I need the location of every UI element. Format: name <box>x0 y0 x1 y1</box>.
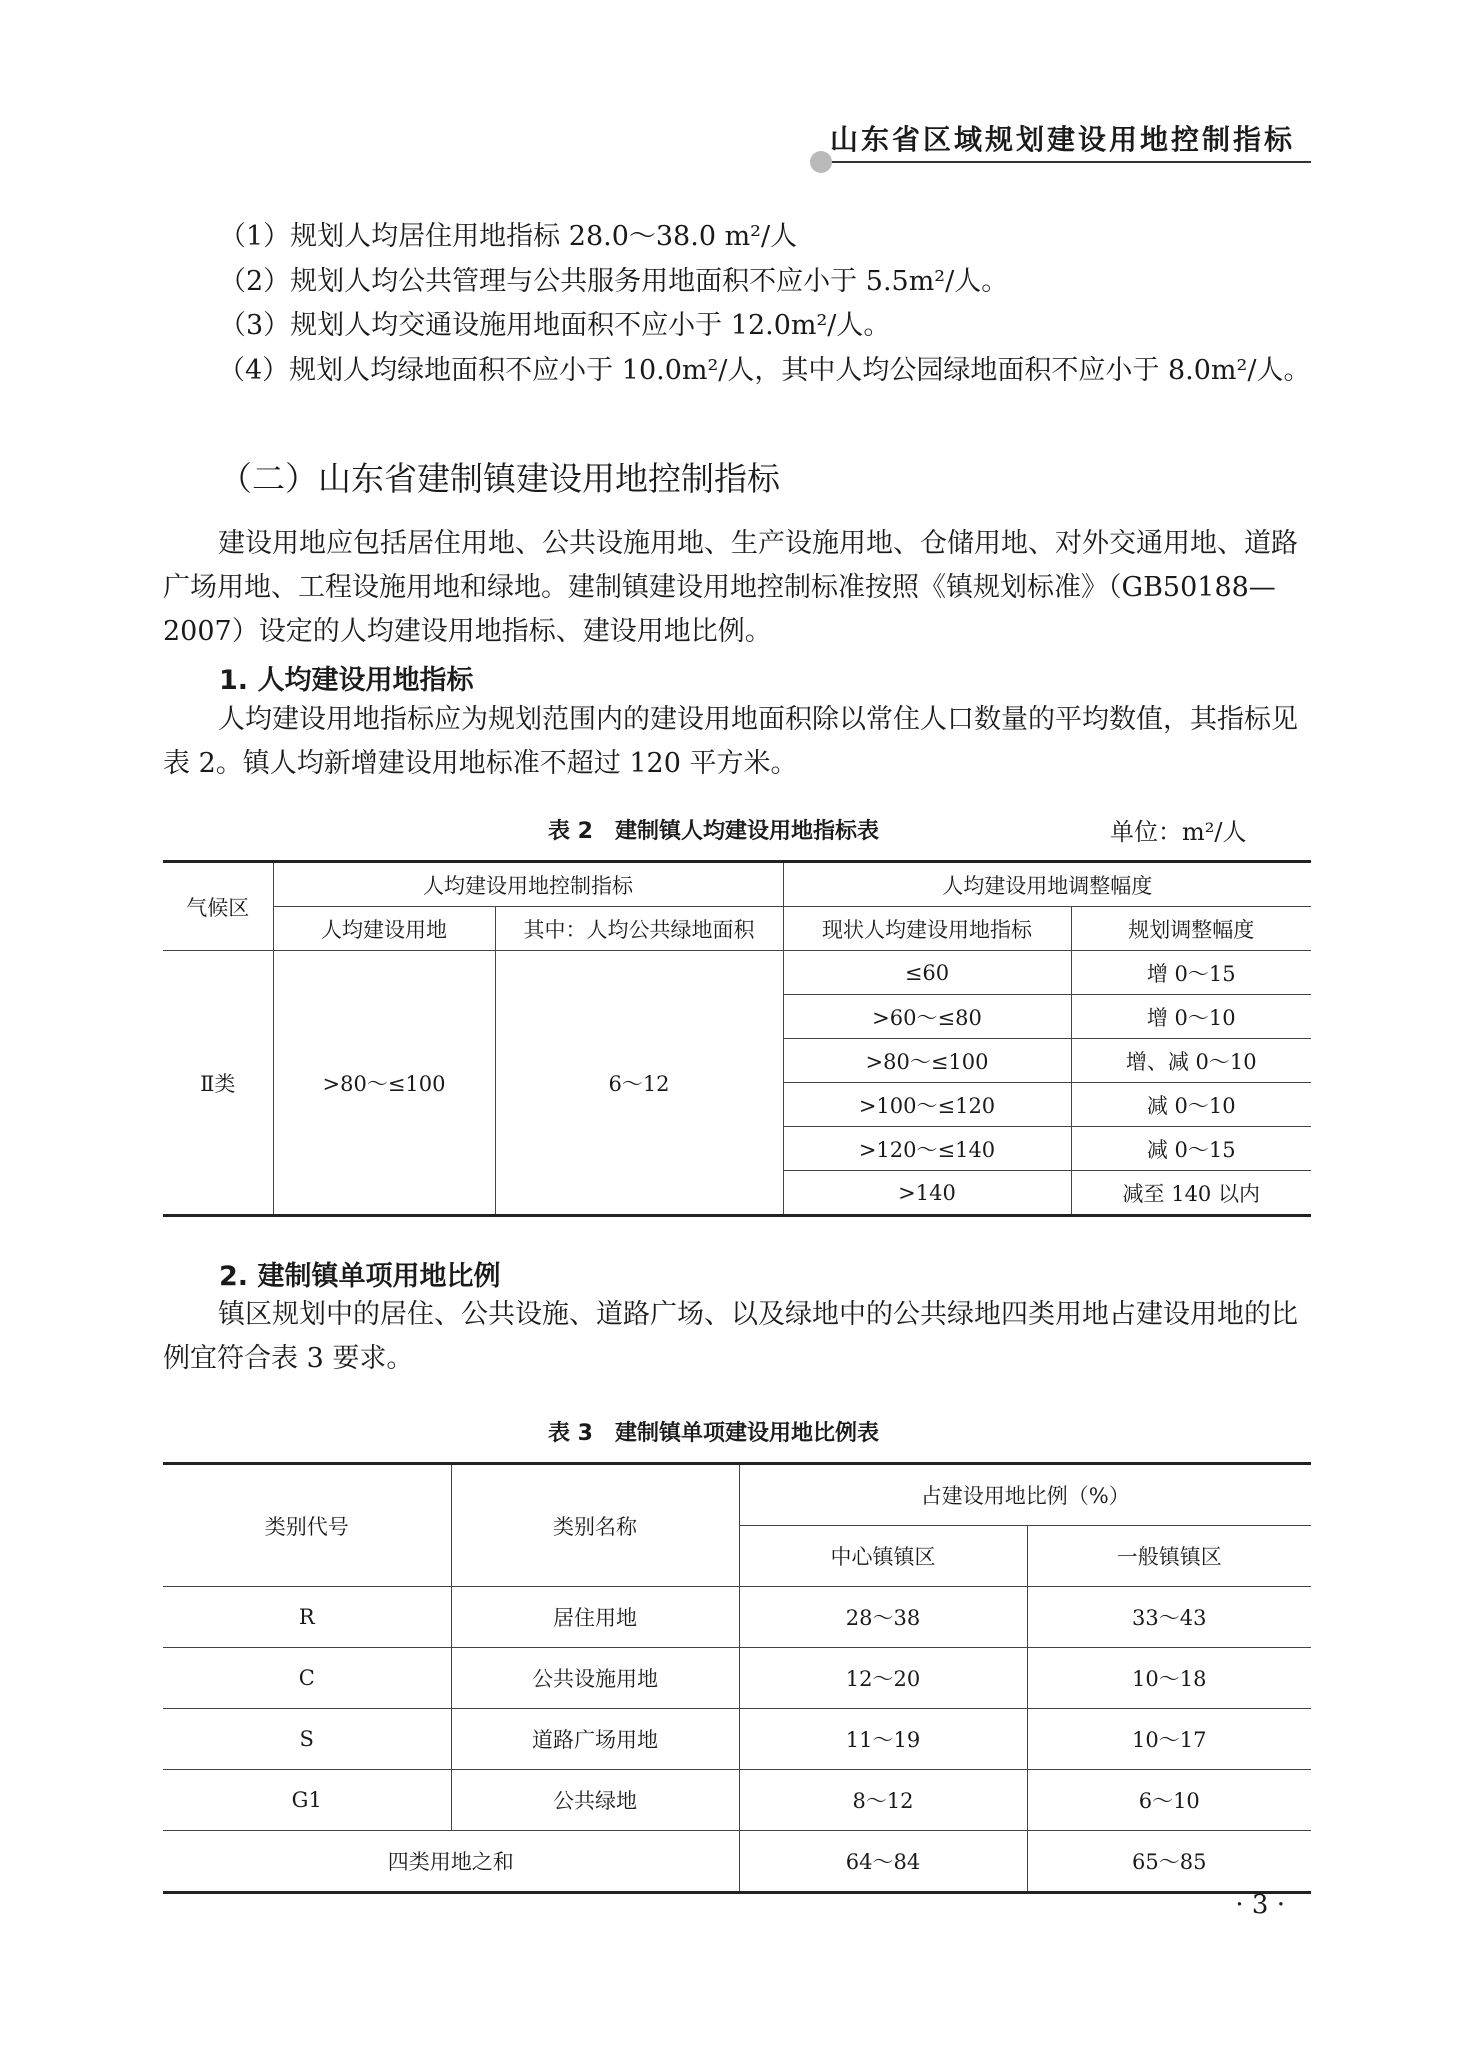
table2-current-cell: >140 <box>783 1171 1071 1216</box>
list-item: （4）规划人均绿地面积不应小于 10.0m²/人，其中人均公园绿地面积不应小于 8.0m²/人。 <box>218 355 1311 386</box>
table3-code-cell: S <box>163 1709 451 1770</box>
table2-header-climate: 气候区 <box>163 862 273 951</box>
table2 <box>163 860 1311 1217</box>
table3-center-cell: 28～38 <box>739 1587 1027 1648</box>
header-dot <box>810 151 832 173</box>
table2-current-cell: ≤60 <box>783 951 1071 995</box>
table3-name-cell: 公共绿地 <box>451 1770 739 1831</box>
table3-caption: 表 3 建制镇单项建设用地比例表 <box>548 1421 879 1446</box>
table2-unit: 单位：m²/人 <box>1110 818 1247 846</box>
table3-header-code: 类别代号 <box>163 1464 451 1587</box>
table-row <box>163 1709 1311 1770</box>
table3-header-center: 中心镇镇区 <box>739 1526 1027 1587</box>
page-number: · 3 · <box>1235 1890 1285 1920</box>
table2-range-cell: 增、减 0～10 <box>1071 1039 1311 1083</box>
table2-current-cell: >60～≤80 <box>783 995 1071 1039</box>
table2-current-cell: >120～≤140 <box>783 1127 1071 1171</box>
table2-control-cell: >80～≤100 <box>273 951 495 1216</box>
table3-name-cell: 道路广场用地 <box>451 1709 739 1770</box>
table3-general-cell: 33～43 <box>1027 1587 1311 1648</box>
table3-general-cell: 6～10 <box>1027 1770 1311 1831</box>
table2-green-cell: 6～12 <box>495 951 783 1216</box>
table-row <box>163 1770 1311 1831</box>
list-item: （1）规划人均居住用地指标 28.0～38.0 m²/人 <box>219 221 798 252</box>
table2-header-control: 人均建设用地控制指标 <box>273 862 783 907</box>
table3-header-ratio: 占建设用地比例（%） <box>739 1464 1311 1526</box>
list-item: （3）规划人均交通设施用地面积不应小于 12.0m²/人。 <box>219 310 891 341</box>
list-item: （2）规划人均公共管理与公共服务用地面积不应小于 5.5m²/人。 <box>219 266 1009 297</box>
table-row <box>163 1831 1311 1893</box>
table3-total-center: 64～84 <box>739 1831 1027 1893</box>
table2-caption: 表 2 建制镇人均建设用地指标表 <box>548 819 879 844</box>
table-row <box>163 1587 1311 1648</box>
table3-header-general: 一般镇镇区 <box>1027 1526 1311 1587</box>
table2-range-cell: 减 0～15 <box>1071 1127 1311 1171</box>
table3 <box>163 1462 1311 1894</box>
header-rule <box>823 161 1311 163</box>
table3-code-cell: G1 <box>163 1770 451 1831</box>
section-title: （二）山东省建制镇建设用地控制指标 <box>219 459 780 498</box>
table3-name-cell: 公共设施用地 <box>451 1648 739 1709</box>
table2-range-cell: 减至 140 以内 <box>1071 1171 1311 1216</box>
intro-paragraph: 建设用地应包括居住用地、公共设施用地、生产设施用地、仓储用地、对外交通用地、道路广场用地、工程设施用地和绿地。建制镇建设用地控制标准按照《镇规划标准》（GB50188— 2007）设定的人均建设用地指标、建设用地比例。 <box>163 528 1298 647</box>
table2-header-current: 现状人均建设用地指标 <box>783 907 1071 951</box>
running-header-title: 山东省区域规划建设用地控制指标 <box>829 123 1295 156</box>
table3-total-general: 65～85 <box>1027 1831 1311 1893</box>
table2-current-cell: >100～≤120 <box>783 1083 1071 1127</box>
table2-climate-cell: Ⅱ类 <box>163 951 273 1216</box>
table3-total-label: 四类用地之和 <box>163 1831 739 1893</box>
table2-header-green: 其中：人均公共绿地面积 <box>495 907 783 951</box>
table3-code-cell: C <box>163 1648 451 1709</box>
table3-center-cell: 8～12 <box>739 1770 1027 1831</box>
table-row <box>163 1648 1311 1709</box>
subsection-title-1: 1. 人均建设用地指标 <box>219 665 474 696</box>
table2-current-cell: >80～≤100 <box>783 1039 1071 1083</box>
table2-header-adjust: 人均建设用地调整幅度 <box>783 862 1311 907</box>
subsection-text-1: 人均建设用地指标应为规划范围内的建设用地面积除以常住人口数量的平均数值，其指标见表 2。镇人均新增建设用地标准不超过 120 平方米。 <box>163 704 1298 779</box>
subsection-text-2: 镇区规划中的居住、公共设施、道路广场、以及绿地中的公共绿地四类用地占建设用地的比例宜符合表 3 要求。 <box>163 1299 1298 1374</box>
table3-name-cell: 居住用地 <box>451 1587 739 1648</box>
table2-header-per-capita: 人均建设用地 <box>273 907 495 951</box>
table3-center-cell: 12～20 <box>739 1648 1027 1709</box>
table-row <box>163 951 1311 995</box>
table3-center-cell: 11～19 <box>739 1709 1027 1770</box>
table3-general-cell: 10～18 <box>1027 1648 1311 1709</box>
table2-range-cell: 减 0～10 <box>1071 1083 1311 1127</box>
table3-general-cell: 10～17 <box>1027 1709 1311 1770</box>
table2-range-cell: 增 0～10 <box>1071 995 1311 1039</box>
table2-range-cell: 增 0～15 <box>1071 951 1311 995</box>
table3-code-cell: R <box>163 1587 451 1648</box>
subsection-title-2: 2. 建制镇单项用地比例 <box>219 1261 501 1292</box>
table3-header-name: 类别名称 <box>451 1464 739 1587</box>
table2-header-range: 规划调整幅度 <box>1071 907 1311 951</box>
